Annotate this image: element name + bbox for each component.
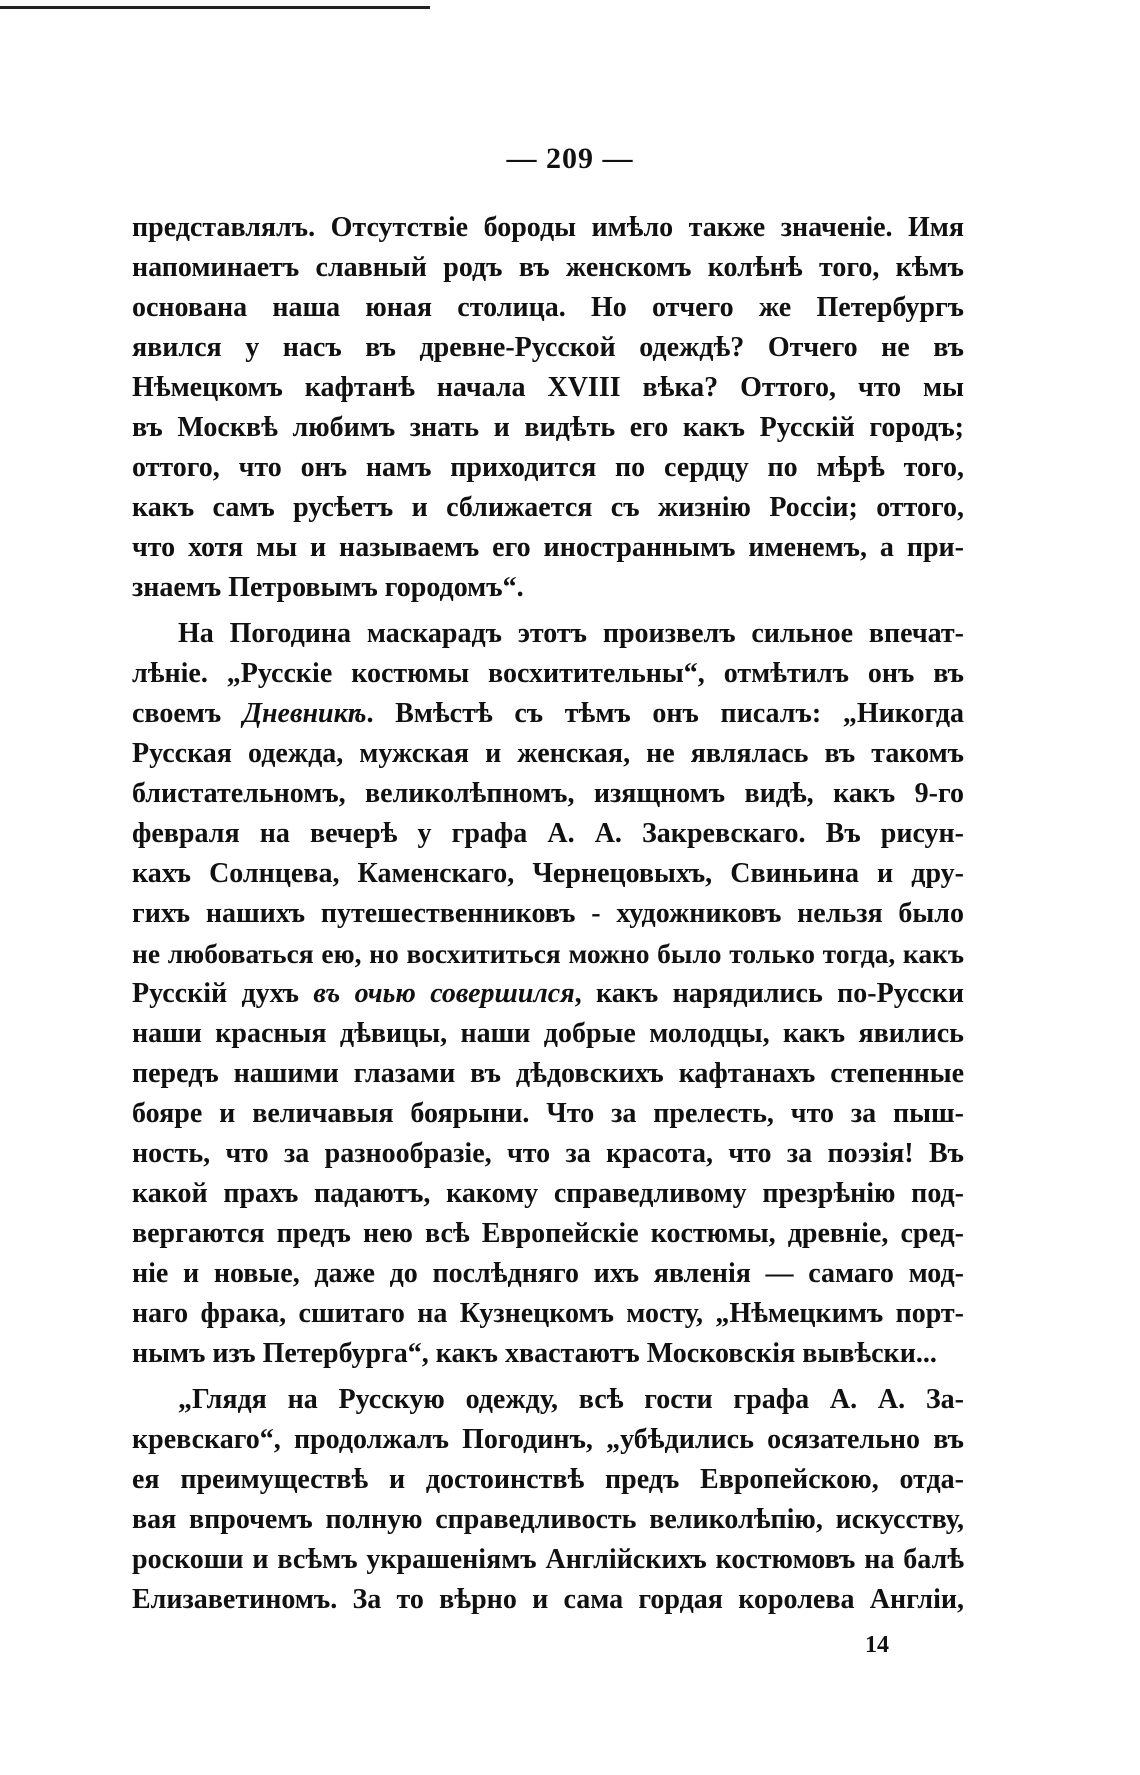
text-line: наши красныя дѣвицы, наши добрые молодцы, какъ явились: [132, 1018, 964, 1049]
text-line: Нѣмецкомъ кафтанѣ начала XVIII вѣка? Оттого, что мы: [132, 372, 964, 403]
paragraph-first-line: „Глядя на Русскую одежду, всѣ гости графа А. А. За-: [178, 1384, 964, 1415]
text-run: , какъ нарядились по-Русски: [574, 978, 964, 1009]
paragraph-last-line: нымъ изъ Петербурга“, какъ хвастаютъ Московскія вывѣски...: [132, 1338, 937, 1369]
italic-title: Дневникѣ: [242, 698, 367, 729]
italic-phrase: въ очью совершился: [313, 978, 575, 1009]
text-line: вая впрочемъ полную справедливость великолѣпію, искусству,: [132, 1504, 964, 1535]
text-line: Русская одежда, мужская и женская, не являлась въ такомъ: [132, 738, 964, 769]
text-line: представлялъ. Отсутствіе бороды имѣло также значеніе. Имя: [132, 212, 964, 243]
text-line: наго фрака, сшитаго на Кузнецкомъ мосту, „Нѣмецкимъ порт-: [132, 1298, 964, 1329]
text-run: Русскій духъ: [132, 978, 314, 1009]
text-line: ея преимуществѣ и достоинствѣ предъ Европейскою, отда-: [132, 1464, 964, 1495]
text-line: Елизаветиномъ. За то вѣрно и сама гордая королева Англіи,: [132, 1584, 964, 1615]
page-number: — 209 —: [506, 142, 634, 175]
text-line: роскоши и всѣмъ украшеніямъ Англійскихъ костюмовъ на балѣ: [132, 1544, 964, 1575]
text-line: передъ нашими глазами въ дѣдовскихъ кафтанахъ степенные: [132, 1058, 964, 1089]
text-line: оттого, что онъ намъ приходится по сердцу по мѣрѣ того,: [132, 452, 964, 483]
text-run: . Вмѣстѣ съ тѣмъ онъ писалъ: „Никогда: [366, 698, 964, 729]
text-line: февраля на вечерѣ у графа А. А. Закревскаго. Въ рисун-: [132, 818, 964, 849]
text-line: лѣніе. „Русскіе костюмы восхитительны“, отмѣтилъ онъ въ: [132, 658, 964, 689]
signature-mark: 14: [865, 1632, 889, 1658]
text-line: ность, что за разнообразіе, что за красота, что за поэзія! Въ: [132, 1138, 964, 1169]
body-text: [132, 208, 964, 1620]
paragraph-last-line: знаемъ Петровымъ городомъ“.: [132, 572, 524, 603]
paragraph-first-line: На Погодина маскарадъ этотъ произвелъ сильное впечат-: [178, 618, 964, 649]
text-line: вергаются предъ нею всѣ Европейскіе костюмы, древніе, сред-: [132, 1218, 964, 1249]
text-line: бояре и величавыя боярыни. Что за прелесть, что за пыш-: [132, 1098, 964, 1129]
text-line: [132, 694, 964, 734]
text-line: въ Москвѣ любимъ знать и видѣть его какъ Русскій городъ;: [132, 412, 964, 443]
text-line: гихъ нашихъ путешественниковъ - художниковъ нельзя было: [132, 898, 964, 929]
text-line: [132, 974, 964, 1014]
text-line: напоминаетъ славный родъ въ женскомъ колѣнѣ того, кѣмъ: [132, 252, 964, 283]
text-line: какой прахъ падаютъ, какому справедливому презрѣнію под-: [132, 1178, 964, 1209]
text-line: кахъ Солнцева, Каменскаго, Чернецовыхъ, Свиньина и дру-: [132, 858, 964, 889]
text-line: какъ самъ русѣетъ и сближается съ жизнію Россіи; оттого,: [132, 492, 964, 523]
text-line: что хотя мы и называемъ его иностраннымъ именемъ, а при-: [132, 532, 964, 563]
text-line: ніе и новые, даже до послѣдняго ихъ явленія — самаго мод-: [132, 1258, 964, 1289]
text-line: явился у насъ въ древне-Русской одеждѣ? Отчего не въ: [132, 332, 964, 363]
text-run: своемъ: [132, 698, 243, 729]
text-line: блистательномъ, великолѣпномъ, изящномъ видѣ, какъ 9-го: [132, 778, 964, 809]
text-line: кревскаго“, продолжалъ Погодинъ, „убѣдились осязательно въ: [132, 1424, 964, 1455]
top-edge-rule: [0, 6, 430, 9]
text-line: не любоваться ею, но восхититься можно было только тогда, какъ: [132, 938, 964, 969]
text-line: основана наша юная столица. Но отчего же Петербургъ: [132, 292, 964, 323]
